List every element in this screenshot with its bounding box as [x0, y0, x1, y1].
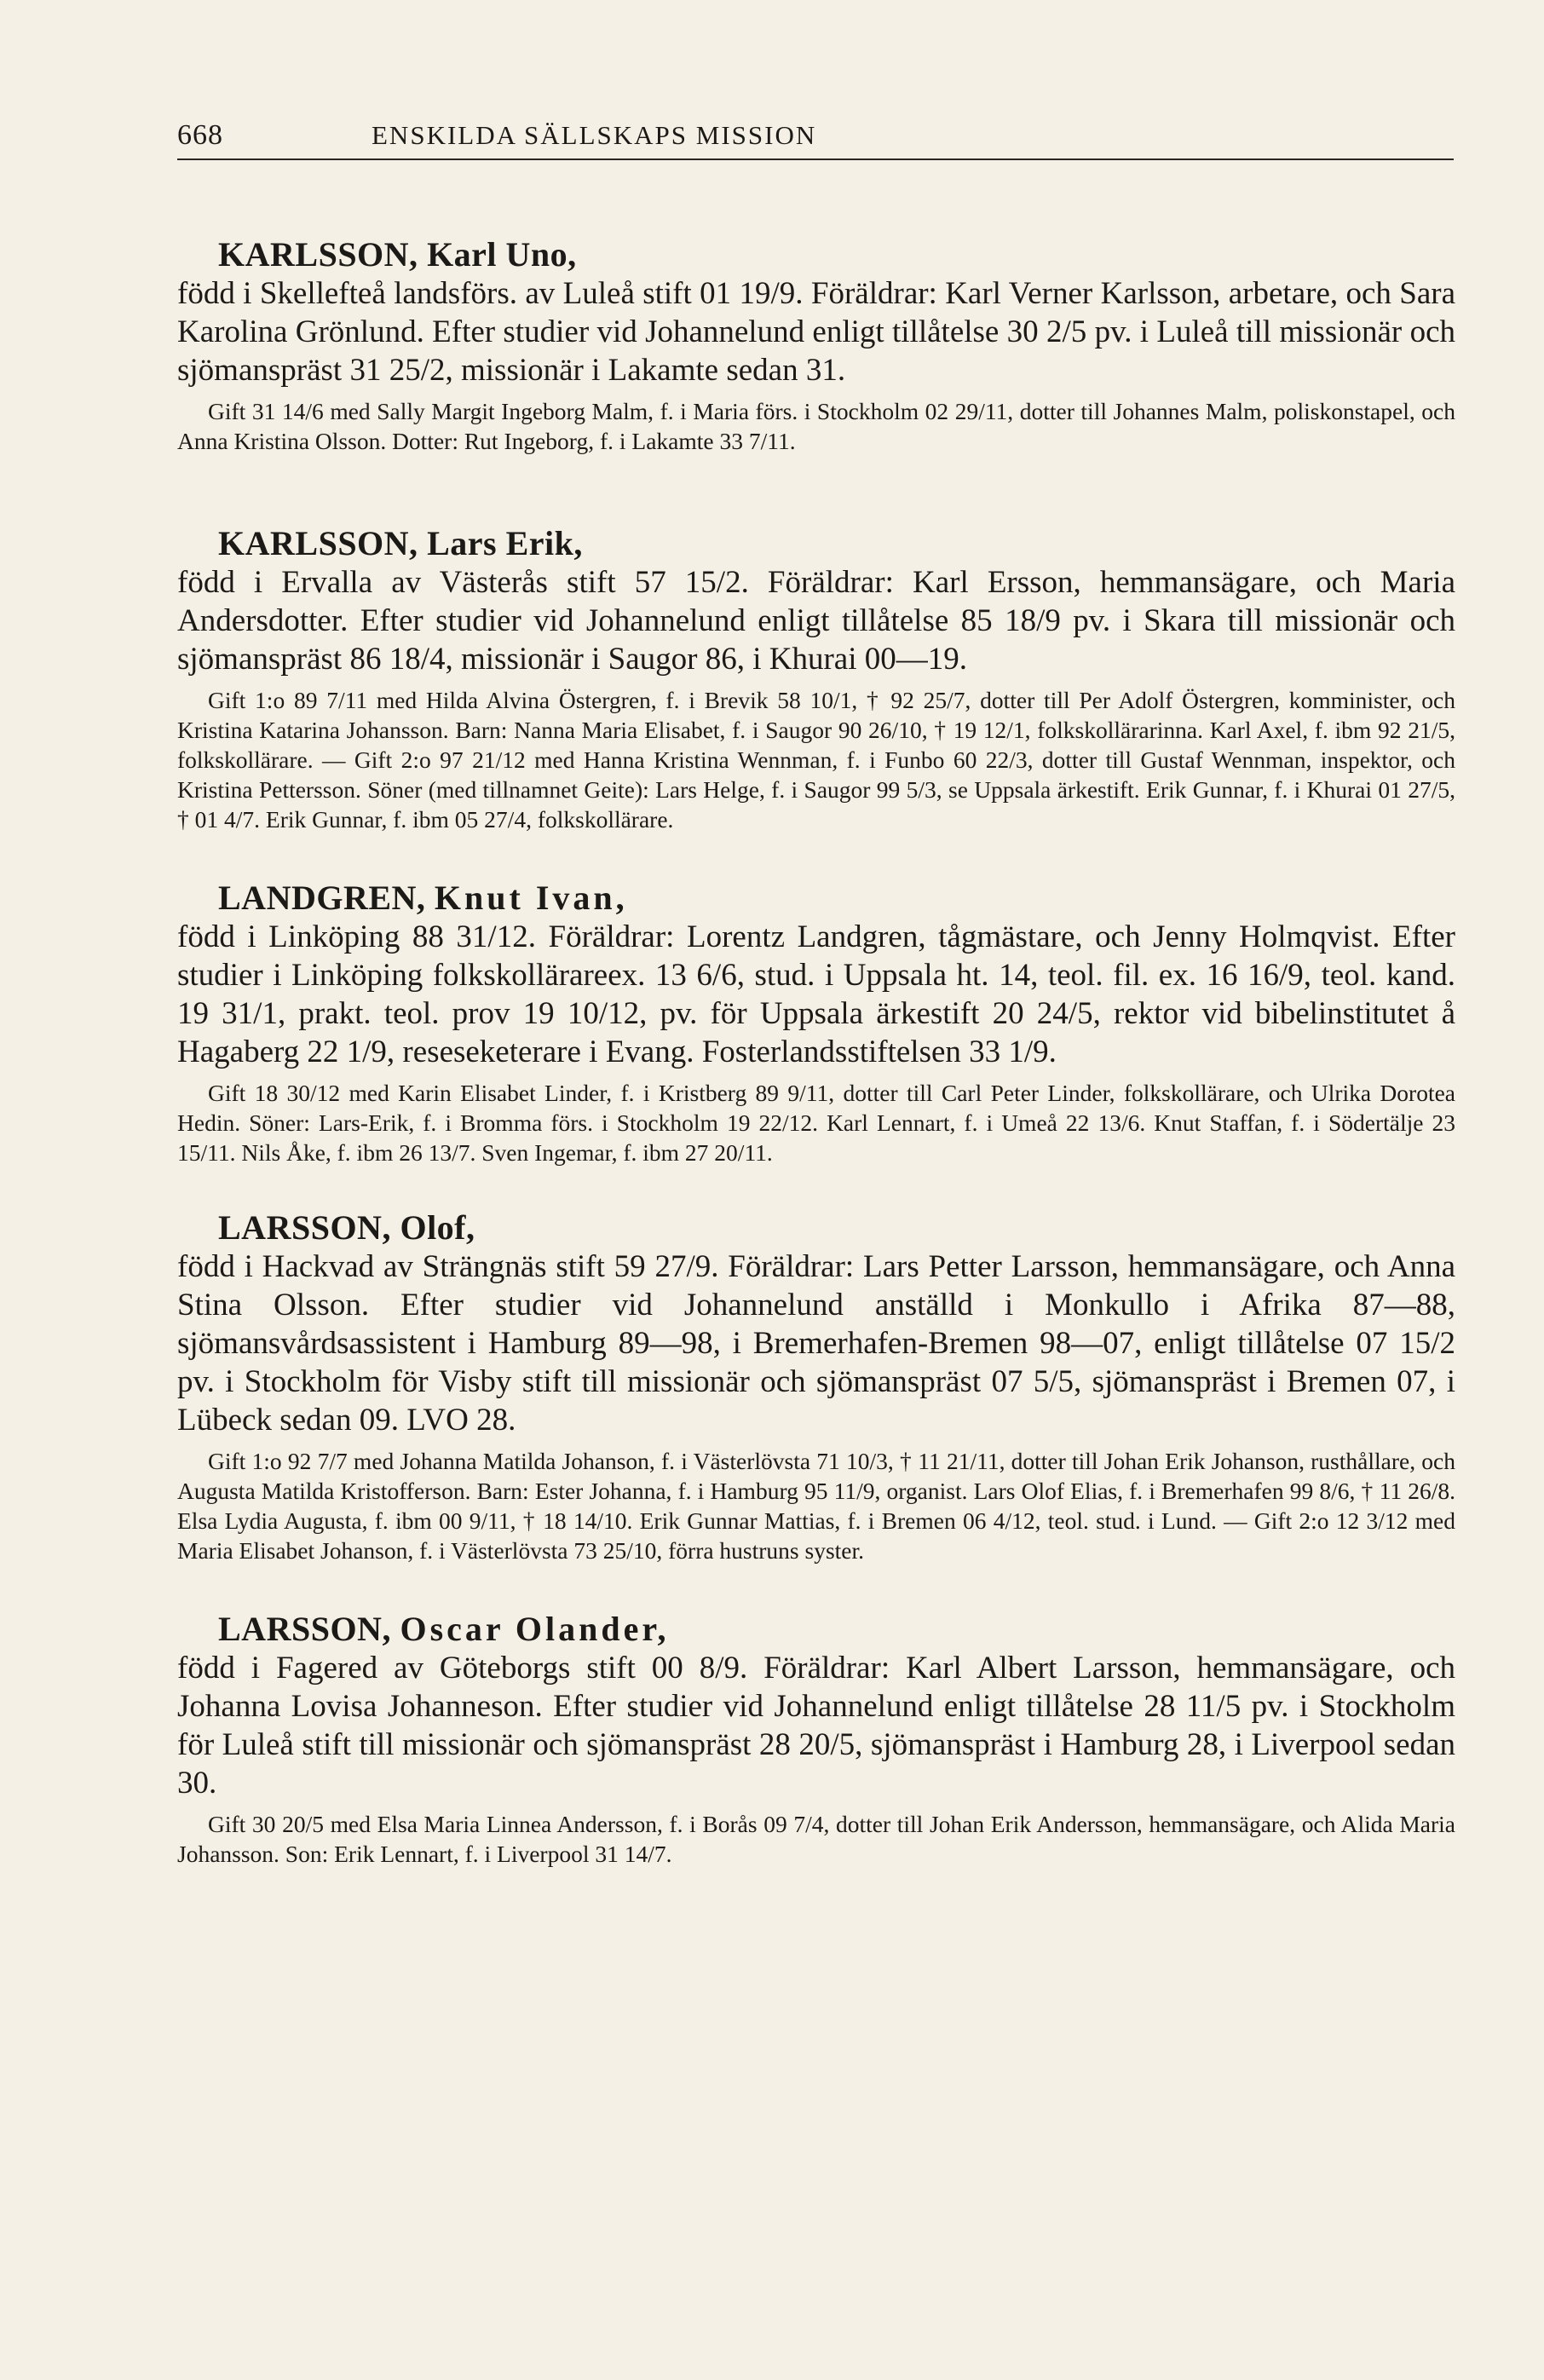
- biography-entry: [177, 235, 1455, 456]
- entry-given-name: Olof,: [400, 1208, 475, 1247]
- entry-family: Gift 1:o 89 7/11 med Hilda Alvina Östergren, f. i Brevik 58 10/1, † 92 25/7, dotter till Per Adolf Östergren, komminister, och Kristina Katarina Johansson. Barn: Nanna Maria Elisabet, f. i Saugor 90 26/10, † 19 12/1, folkskollärarinna. Karl Axel, f. ibm 92 21/5, folkskollärare. — Gift 2:o 97 21/12 med Hanna Kristina Wennman, f. i Funbo 60 22/3, dotter till Gustaf Wennman, inspektor, och Kristina Pettersson. Söner (med tillnamnet Geite): Lars Helge, f. i Saugor 99 5/3, se Uppsala ärkestift. Erik Gunnar, f. i Khurai 01 27/5, † 01 4/7. Erik Gunnar, f. ibm 05 27/4, folkskollärare.: [177, 687, 1455, 833]
- entry-heading: [218, 524, 1455, 563]
- biography-entry: [177, 879, 1455, 1167]
- entry-surname: LARSSON,: [218, 1610, 391, 1648]
- entry-given-name: Knut Ivan,: [434, 879, 628, 917]
- entry-biography: född i Ervalla av Västerås stift 57 15/2. Föräldrar: Karl Ersson, hemmansägare, och Maria Andersdotter. Efter studier vid Johannelund enligt tillåtelse 85 18/9 pv. i Skara till missionär och sjömanspräst 86 18/4, missionär i Saugor 86, i Khurai 00—19.: [177, 565, 1455, 677]
- entry-surname: LARSSON,: [218, 1208, 391, 1247]
- entry-biography: född i Linköping 88 31/12. Föräldrar: Lorentz Landgren, tågmästare, och Jenny Holmqvist. Efter studier i Linköping folkskollärareex. 13 6/6, stud. i Uppsala ht. 14, teol. fil. ex. 16 16/9, teol. kand. 19 31/1, prakt. teol. prov 19 10/12, pv. för Uppsala ärkestift 20 24/5, rektor vid bibelinstitutet å Hagaberg 22 1/9, reseseketerare i Evang. Fosterlandsstiftelsen 33 1/9.: [177, 919, 1455, 1069]
- entry-family: Gift 18 30/12 med Karin Elisabet Linder, f. i Kristberg 89 9/11, dotter till Carl Peter Linder, folkskollärare, och Ulrika Dorotea Hedin. Söner: Lars-Erik, f. i Bromma förs. i Stockholm 19 22/12. Karl Lennart, f. i Umeå 22 13/6. Knut Staffan, f. i Södertälje 23 15/11. Nils Åke, f. ibm 26 13/7. Sven Ingemar, f. ibm 27 20/11.: [177, 1080, 1455, 1166]
- biography-entry: [177, 524, 1455, 834]
- entry-family: Gift 1:o 92 7/7 med Johanna Matilda Johanson, f. i Västerlövsta 71 10/3, † 11 21/11, dotter till Johan Erik Johanson, rusthållare, och Augusta Matilda Kristofferson. Barn: Ester Johanna, f. i Hamburg 95 11/9, organist. Lars Olof Elias, f. i Bremerhafen 99 8/6, † 11 26/8. Elsa Lydia Augusta, f. ibm 00 9/11, † 18 14/10. Erik Gunnar Mattias, f. i Bremen 06 4/12, teol. stud. i Lund. — Gift 2:o 12 3/12 med Maria Elisabet Johanson, f. i Västerlövsta 73 25/10, förra hustruns syster.: [177, 1448, 1455, 1564]
- running-title: ENSKILDA SÄLLSKAPS MISSION: [372, 120, 817, 150]
- biography-entry: [177, 1208, 1455, 1565]
- entry-heading: [218, 879, 1455, 918]
- entry-biography: född i Skellefteå landsförs. av Luleå stift 01 19/9. Föräldrar: Karl Verner Karlsson, arbetare, och Sara Karolina Grönlund. Efter studier vid Johannelund enligt tillåtelse 30 2/5 pv. i Luleå till missionär och sjömanspräst 31 25/2, missionär i Lakamte sedan 31.: [177, 276, 1455, 388]
- running-header: [177, 119, 1454, 160]
- entry-biography: född i Hackvad av Strängnäs stift 59 27/9. Föräldrar: Lars Petter Larsson, hemmansägare, och Anna Stina Olsson. Efter studier vid Johannelund anställd i Monkullo i Afrika 87—88, sjömansvårdsassistent i Hamburg 89—98, i Bremerhafen-Bremen 98—07, enligt tillåtelse 07 15/2 pv. i Stockholm för Visby stift till missionär och sjömanspräst 07 5/5, sjömanspräst i Bremen 07, i Lübeck sedan 09. LVO 28.: [177, 1249, 1455, 1438]
- entry-family: Gift 31 14/6 med Sally Margit Ingeborg Malm, f. i Maria förs. i Stockholm 02 29/11, dotter till Johannes Malm, poliskonstapel, och Anna Kristina Olsson. Dotter: Rut Ingeborg, f. i Lakamte 33 7/11.: [177, 398, 1455, 454]
- entry-heading: [218, 235, 1455, 274]
- entry-given-name: Oscar Olander,: [400, 1610, 670, 1648]
- biography-entry: [177, 1610, 1455, 1869]
- entry-biography: född i Fagered av Göteborgs stift 00 8/9. Föräldrar: Karl Albert Larsson, hemmansägare, och Johanna Lovisa Johanneson. Efter studier vid Johannelund enligt tillåtelse 28 11/5 pv. i Stockholm för Luleå stift till missionär och sjömanspräst 28 20/5, sjömanspräst i Hamburg 28, i Liverpool sedan 30.: [177, 1651, 1455, 1801]
- entry-heading: [218, 1208, 1455, 1248]
- entry-surname: KARLSSON,: [218, 524, 418, 562]
- entry-surname: LANDGREN,: [218, 879, 426, 917]
- page-number: 668: [177, 119, 223, 151]
- entry-heading: [218, 1610, 1455, 1649]
- entry-surname: KARLSSON,: [218, 235, 418, 274]
- entry-given-name: Lars Erik,: [427, 524, 583, 562]
- entry-family: Gift 30 20/5 med Elsa Maria Linnea Andersson, f. i Borås 09 7/4, dotter till Johan Erik Andersson, hemmansägare, och Alida Maria Johansson. Son: Erik Lennart, f. i Liverpool 31 14/7.: [177, 1811, 1455, 1867]
- entry-given-name: Karl Uno,: [427, 235, 577, 274]
